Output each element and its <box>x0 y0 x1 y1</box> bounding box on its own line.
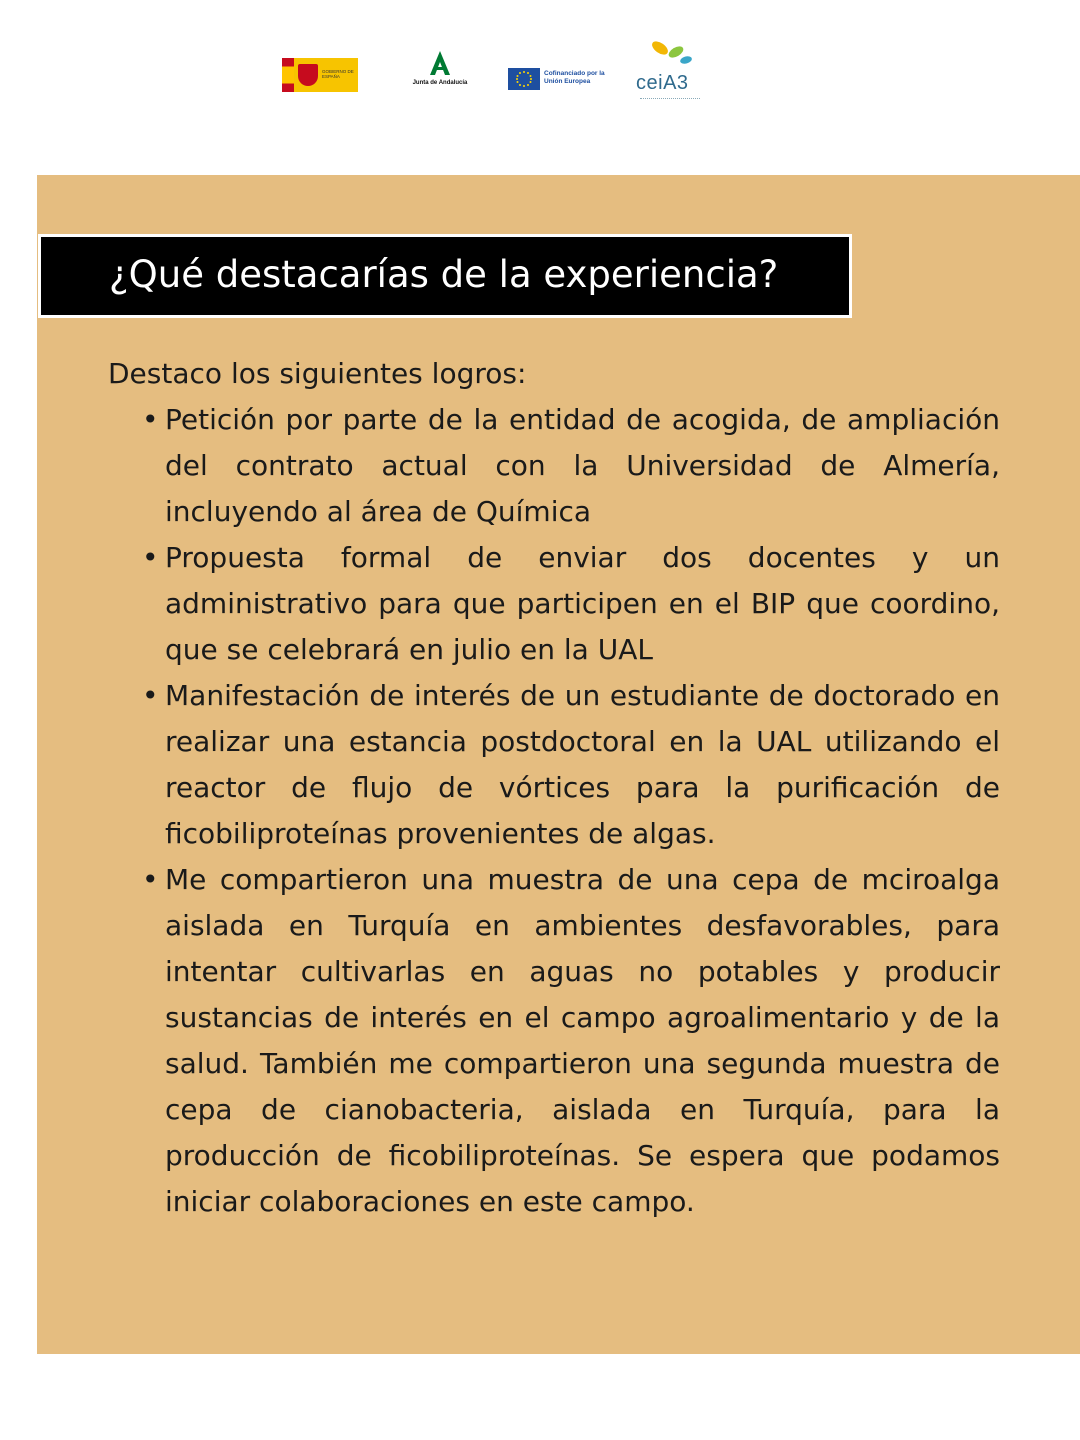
intro-text: Destaco los siguientes logros: <box>108 357 527 390</box>
gobierno-espana-logo <box>282 58 358 92</box>
bullet-icon: • <box>142 541 159 574</box>
ceia3-subline <box>640 98 700 101</box>
ceia3-logo <box>632 38 708 110</box>
cofinanciado-ue-logo <box>508 68 608 92</box>
gobierno-espana-label: GOBIERNO DE ESPAÑA <box>322 69 354 79</box>
list-item-text: Propuesta formal de enviar dos docentes y un administrativo para que participen en el BIP que coordino, que se celebrará en julio en la UAL <box>165 541 1000 666</box>
list-item <box>108 857 1000 1225</box>
list-item <box>108 535 1000 673</box>
junta-andalucia-logo <box>400 50 480 98</box>
bullet-icon: • <box>142 863 159 896</box>
eu-flag-icon <box>508 68 540 90</box>
heading-box <box>38 234 852 318</box>
logo-strip <box>270 36 720 116</box>
list-item-text: Petición por parte de la entidad de acogida, de ampliación del contrato actual con la Universidad de Almería, incluyendo al área de Química <box>165 403 1000 528</box>
leaves-icon <box>646 38 696 68</box>
bullet-icon: • <box>142 679 159 712</box>
list-item <box>108 673 1000 857</box>
body-content <box>108 351 1000 1225</box>
list-item-text: Manifestación de interés de un estudiante de doctorado en realizar una estancia postdoctoral en la UAL utilizando el reactor de flujo de vórtices para la purificación de ficobiliproteínas provenientes de algas. <box>165 679 1000 850</box>
junta-andalucia-label: Junta de Andalucía <box>412 80 468 86</box>
achievements-list <box>108 397 1000 1225</box>
junta-a-icon <box>428 50 452 76</box>
page-title: ¿Qué destacarías de la experiencia? <box>109 253 779 296</box>
cofinanciado-ue-label: Cofinanciado por la Unión Europea <box>544 70 605 85</box>
list-item-text: Me compartieron una muestra de una cepa de mciroalga aislada en Turquía en ambientes desfavorables, para intentar cultivarlas en aguas no potables y producir sustancias de interés en el campo agroalimentario y de la salud. También me compartieron una segunda muestra de cepa de cianobacteria, aislada en Turquía, para la producción de ficobiliproteínas. Se espera que podamos iniciar colaboraciones en este campo. <box>165 863 1000 1218</box>
bullet-icon: • <box>142 403 159 436</box>
spain-flag-icon <box>282 58 294 92</box>
ceia3-label: ceiA3 <box>636 72 689 94</box>
list-item <box>108 397 1000 535</box>
coat-of-arms-icon <box>298 64 318 86</box>
